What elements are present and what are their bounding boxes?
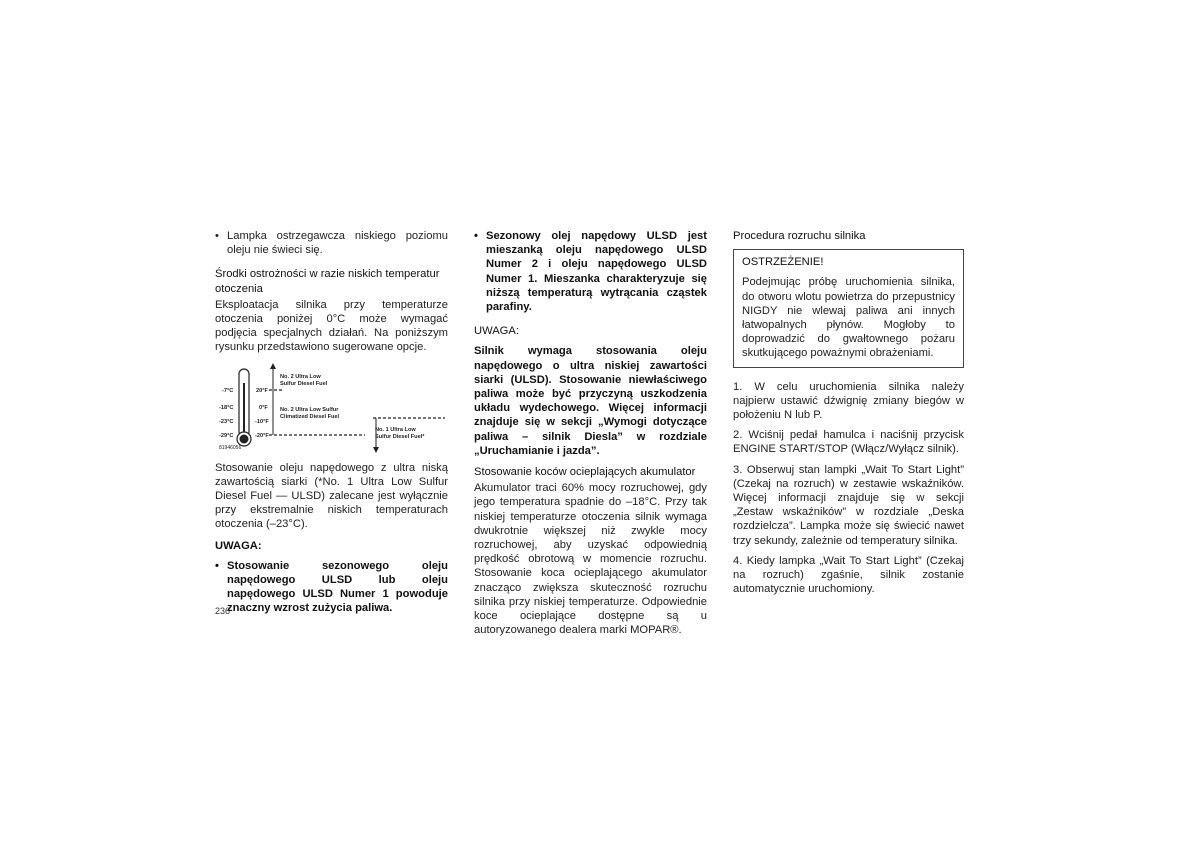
thermometer-diagram (215, 363, 448, 455)
fahrenheit-label: -10°F (255, 418, 269, 425)
step-item: 2. Wciśnij pedał hamulca i naciśnij przycisk ENGINE START/STOP (Włącz/Wyłącz silnik). (733, 429, 964, 456)
column-middle (474, 229, 707, 644)
warning-text: Podejmując próbę uruchomienia silnika, do otworu wlotu powietrza do przepustnicy NIGDY nie wlewaj paliwa ani innych łatwopalnych płynów. Mogłoby to doprowadzić do gwałtownego pożaru skutkującego poważnymi obrażeniami. (742, 276, 955, 360)
section-heading: Procedura rozruchu silnika (733, 230, 866, 242)
step-item: 1. W celu uruchomienia silnika należy najpierw ustawić dźwignię zmiany biegów w położeniu N lub P. (733, 380, 964, 422)
fuel-temperature-figure (215, 363, 448, 455)
column-right (733, 229, 964, 602)
celsius-label: -18°C (219, 404, 234, 411)
list-item: • Sezonowy olej napędowy ULSD jest mieszanką oleju napędowego ULSD Numer 2 i oleju napędowego ULSD Numer 1. Mieszanka charakteryzuje się niższą temperaturą wytrącania cząstek parafiny. (474, 229, 707, 314)
note-text: Silnik wymaga stosowania oleju napędowego o ultra niskiej zawartości siarki (ULSD). Stosowanie niewłaściwego paliwa może być przyczyną uszkodzenia układu wydechowego. Więcej informacji znajduje się w sekcji „Wymogi dotyczące paliwa – silnik Diesla” w rozdziale „Uruchamianie i jazda”. (474, 345, 707, 457)
warning-title: OSTRZEŻENIE! (742, 256, 824, 269)
thermometer-bulb-fill (240, 434, 249, 443)
list-item: • Stosowanie sezonowego oleju napędowego ULSD lub oleju napędowego ULSD Numer 1 powoduje znaczny wzrost zużycia paliwa. (215, 559, 448, 616)
arrow-down-icon (373, 447, 379, 453)
figure-id: 81946056 (219, 444, 242, 451)
fahrenheit-label: -20°F (255, 432, 269, 439)
paragraph: Akumulator traci 60% mocy rozruchowej, gdy jego temperatura spadnie do –18°C. Przy tak niskiej temperaturze otoczenia silnik wymaga dwukrotnie większej niż zwykle mocy rozruchowej, aby uzyskać odpowiednią prędkość obrotową w momencie rozruchu. Stosowanie koca ocieplającego akumulator znacząco zwiększa skuteczność rozruchu silnika przy niskiej temperaturze. Odpowiednie koce ocieplające dostępne są u autoryzowanego dealera marki MOPAR®. (474, 482, 707, 637)
step-item: 4. Kiedy lampka „Wait To Start Light” (Czekaj na rozruch) zgaśnie, silnik zostanie automatycznie uruchomiony. (733, 554, 964, 596)
column-left (215, 229, 448, 626)
list-item: • Lampka ostrzegawcza niskiego poziomu oleju nie świeci się. (215, 229, 448, 257)
section-heading: Stosowanie koców ocieplających akumulator (474, 466, 696, 479)
fuel-label-no1: No. 1 Ultra Low Sulfur Diesel Fuel* (375, 426, 425, 440)
page-number: 236 (215, 606, 231, 616)
fuel-label-climatized: No. 2 Ultra Low Sulfur Climatized Diesel Fuel (280, 406, 340, 420)
celsius-label: -23°C (219, 418, 234, 425)
fuel-label-no2: No. 2 Ultra Low Sulfur Diesel Fuel (280, 373, 328, 387)
celsius-label: -7°C (222, 387, 234, 394)
step-item: 3. Obserwuj stan lampki „Wait To Start Light” (Czekaj na rozruch) w zestawie wskaźników. Więcej informacji znajduje się w sekcji „Zestaw wskaźników” w rozdziale „Deska rozdzielcza”. Lampka może się świecić nawet trzy sekundy, zależnie od temperatury silnika. (733, 463, 964, 547)
fahrenheit-label: 0°F (259, 404, 268, 411)
paragraph: Eksploatacja silnika przy temperaturze otoczenia poniżej 0°C może wymagać podjęcia specjalnych działań. Na poniższym rysunku przedstawiono sugerowane opcje. (215, 298, 448, 354)
section-heading: Środki ostrożności w razie niskich temperatur otoczenia (215, 268, 440, 295)
celsius-label: -29°C (219, 432, 234, 439)
note-label: UWAGA: (215, 539, 262, 552)
procedure-steps (733, 380, 964, 597)
paragraph: Stosowanie oleju napędowego z ultra niską zawartością siarki (*No. 1 Ultra Low Sulfur Diesel Fuel — ULSD) zalecane jest wyłącznie przy ekstremalnie niskich temperaturach otoczenia (–23°C). (215, 461, 448, 531)
arrow-up-icon (270, 363, 276, 369)
fahrenheit-label: 20°F (256, 387, 268, 394)
note-label: UWAGA: (474, 325, 519, 338)
warning-box (733, 249, 964, 367)
